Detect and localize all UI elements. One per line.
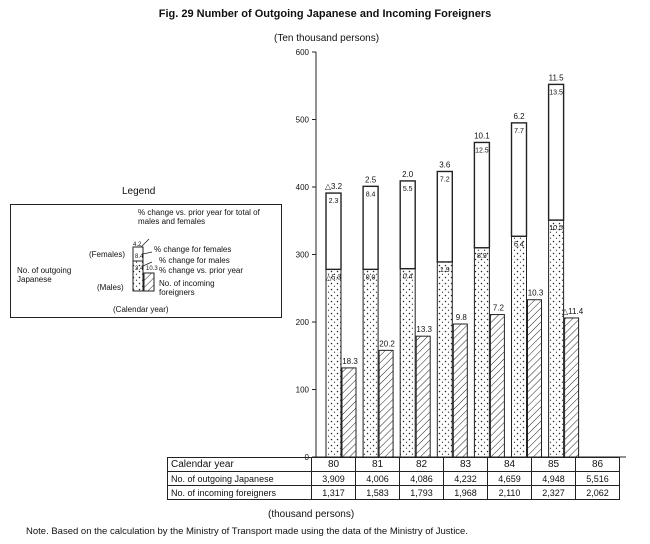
bar-males [549,220,564,457]
bar-males [326,269,341,457]
table-cell-year: 83 [444,458,488,472]
table-cell-incoming: 1,583 [356,486,400,500]
table-cell-outgoing: 3,909 [312,472,356,486]
table-header-year: Calendar year [168,458,312,472]
table-cell-outgoing: 4,948 [532,472,576,486]
y-tick-label: 300 [295,250,309,260]
label-pct-females: 2.3 [328,198,339,206]
y-axis-unit-label: (Ten thousand persons) [274,33,380,44]
legend-title: Legend [122,186,156,197]
label-pct-total: △3.2 [324,182,343,192]
legend-pct-females-label: % change for females [154,245,232,254]
plot-area [296,48,626,462]
legend-sample-female-value: 8.4 [135,254,144,260]
thousand-persons-label: (thousand persons) [268,509,355,520]
label-pct-incoming: 13.3 [416,325,432,335]
label-pct-incoming: 9.8 [455,313,467,323]
table-row-incoming [168,486,620,500]
legend-pct-males-label: % change for males [159,256,230,265]
label-pct-total: 11.5 [548,73,564,83]
label-pct-females: 7.2 [439,176,450,184]
table-cell-incoming: 1,793 [400,486,444,500]
label-pct-females: 13.5 [549,89,563,97]
label-pct-females: 5.5 [402,185,413,193]
table-cell-outgoing: 4,232 [444,472,488,486]
bar-females [400,181,415,269]
label-pct-total: 10.1 [474,131,490,141]
label-pct-males: 10.5 [549,225,563,233]
table-cell-outgoing: 5,516 [576,472,620,486]
table-cell-year: 82 [400,458,444,472]
label-pct-incoming: 7.2 [492,303,504,313]
bar-females [549,84,564,220]
bar-incoming [490,315,504,457]
table-cell-incoming: 2,110 [488,486,532,500]
bar-incoming [565,318,579,457]
table-cell-year: 86 [576,458,620,472]
label-pct-total: 2.5 [365,175,377,185]
legend-incoming-label: No. of incoming foreigners [159,279,215,297]
table-cell-year: 81 [356,458,400,472]
label-pct-total: 3.6 [439,160,451,170]
table-cell-year: 85 [532,458,576,472]
y-tick-label: 200 [295,318,309,327]
table-cell-year: 80 [312,458,356,472]
table-row-year [168,458,620,472]
bar-females [437,171,452,261]
chart-title: Fig. 29 Number of Outgoing Japanese and Incoming Foreigners [158,8,492,20]
footnote: Note. Based on the calculation by the Ministry of Transport made using the data of the Ministry of Justice. [26,526,468,537]
y-tick-label: 100 [295,385,309,395]
label-pct-total: 2.0 [402,169,414,179]
bar-males [512,236,527,457]
label-pct-males: 5.4 [514,241,524,249]
label-pct-incoming: 18.3 [342,356,358,366]
label-pct-females: 7.7 [514,127,524,135]
legend-males-label: (Males) [97,283,124,292]
legend-pct-prior-label: % change vs. prior year [159,266,244,275]
bar-incoming [453,324,467,457]
label-pct-total: 6.2 [513,111,525,121]
legend-calendar-label: (Calendar year) [113,305,169,314]
bar-incoming [379,350,393,457]
legend-box [10,204,282,318]
table-cell-outgoing: 4,006 [356,472,400,486]
label-pct-incoming: 20.2 [379,339,395,349]
label-pct-incoming: △11.4 [562,306,584,316]
label-pct-males: 8.9 [477,252,487,260]
label-pct-incoming: 10.3 [527,288,544,298]
bar-males [363,269,378,457]
bar-females [474,142,489,247]
y-tick-label: 400 [295,183,309,192]
data-table [167,457,620,500]
bar-incoming [416,336,430,457]
table-header-outgoing: No. of outgoing Japanese [168,472,312,486]
table-cell-outgoing: 4,086 [400,472,444,486]
y-tick-label: 600 [295,48,309,57]
legend-sample-total-value: 4.2 [133,242,142,248]
label-pct-males: △5.3 [325,274,342,282]
legend-pct-total-label: % change vs. prior year for total of males and females [138,208,260,226]
legend-sample-prior-value: 10.3 [146,266,158,272]
label-pct-females: 8.4 [365,191,376,199]
bar-incoming [528,300,542,457]
bar-females [512,123,527,236]
legend-sample-male-value: 3.4 [135,266,144,272]
label-pct-females: 12.5 [475,147,489,155]
table-cell-incoming: 1,317 [312,486,356,500]
bar-males [437,262,452,457]
y-tick-label: 0 [304,453,309,462]
legend-females-label: (Females) [89,250,126,259]
bar-males [474,248,489,457]
table-header-incoming: No. of incoming foreigners [168,486,312,500]
table-cell-outgoing: 4,659 [488,472,532,486]
label-pct-males: 0.4 [402,273,413,281]
legend-outgoing-label: No. of outgoing Japanese [17,266,72,284]
table-cell-incoming: 2,327 [532,486,576,500]
bar-females [363,186,378,269]
bar-incoming [342,368,356,457]
y-tick-label: 500 [295,115,309,125]
bar-males [400,269,415,457]
table-cell-incoming: 2,062 [576,486,620,500]
table-cell-year: 84 [488,458,532,472]
table-row-outgoing [168,472,620,486]
table-cell-incoming: 1,968 [444,486,488,500]
label-pct-males: 0.0 [365,274,376,282]
label-pct-males: 1.9 [439,266,450,274]
